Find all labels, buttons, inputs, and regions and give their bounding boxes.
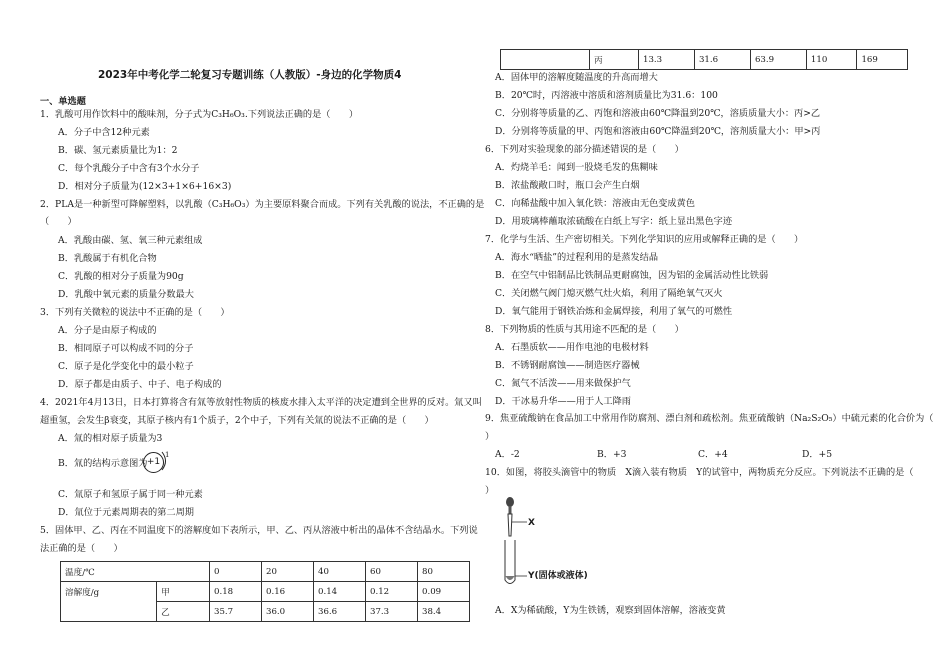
table-cell: 37.3	[366, 602, 418, 622]
table-cell: 0.14	[314, 582, 366, 602]
q2-option-b: B．乳酸属于有机化合物	[58, 253, 157, 264]
table-cell: 0.18	[210, 582, 262, 602]
row-label: 溶解度/g	[61, 582, 157, 622]
q8-option-d: D．干冰易升华——用于人工降雨	[495, 396, 631, 407]
table-header-cell: 20	[262, 562, 314, 582]
table-cell: 63.9	[750, 50, 806, 70]
q1-option-d: D．相对分子质量为(12×3+1×6+16×3)	[58, 181, 232, 192]
table-cell: 13.3	[639, 50, 695, 70]
table-cell: 169	[857, 50, 908, 70]
q7-option-b: B．在空气中铝制品比铁制品更耐腐蚀，因为铝的金属活动性比铁弱	[495, 270, 769, 281]
q4-option-a: A．氚的相对原子质量为3	[58, 433, 163, 444]
row-name: 乙	[157, 602, 210, 622]
question-2: 2．PLA是一种新型可降解塑料，以乳酸（C₃H₆O₃）为主要原料聚合而成。下列有关乳酸的说法，不正确的是	[40, 199, 485, 210]
q4-option-d: D．氚位于元素周期表的第二周期	[58, 507, 194, 518]
question-2-cont: （ ）	[40, 216, 77, 227]
label-y: Y(固体或液体)	[528, 571, 588, 581]
q2-option-c: C．乳酸的相对分子质量为90g	[58, 271, 184, 282]
electron-count: 1	[165, 451, 170, 459]
q3-option-c: C．原子是化学变化中的最小粒子	[58, 361, 194, 372]
q8-option-b: B．不锈钢耐腐蚀——制造医疗器械	[495, 360, 640, 371]
question-4: 4．2021年4月13日，日本打算将含有氚等放射性物质的核废水排入太平洋的决定遭到全世界的反对。氚又叫	[40, 397, 482, 408]
dropper-tube	[508, 514, 512, 536]
q6-option-d: D．用玻璃棒蘸取浓硫酸在白纸上写字：纸上显出黑色字迹	[495, 216, 733, 227]
table-cell: 0.16	[262, 582, 314, 602]
q2-option-d: D．乳酸中氧元素的质量分数最大	[58, 289, 194, 300]
row-name: 甲	[157, 582, 210, 602]
question-4-cont: 超重氢，会发生β衰变，其原子核内有1个质子，2个中子，下列有关氚的说法不正确的是（ ）	[40, 415, 434, 426]
table-header-cell: 80	[418, 562, 470, 582]
section-heading: 一、单选题	[40, 96, 86, 107]
question-8: 8．下列物质的性质与其用途不匹配的是（ ）	[485, 324, 684, 335]
q5-option-d: D．分别将等质量的甲、丙饱和溶液由60℃降温到20℃，溶剂质量大小：甲>丙	[495, 126, 821, 137]
q7-option-d: D．氧气能用于钢铁冶炼和金属焊接，利用了氧气的可燃性	[495, 306, 733, 317]
q6-option-b: B．浓盐酸敞口时，瓶口会产生白烟	[495, 180, 640, 191]
table-cell: 110	[806, 50, 857, 70]
question-3: 3．下列有关微粒的说法中不正确的是（ ）	[40, 307, 230, 318]
question-1: 1．乳酸可用作饮料中的酸味剂，分子式为C₃H₆O₃.下列说法正确的是（ ）	[40, 109, 359, 120]
q5-option-c: C．分别将等质量的乙、丙饱和溶液由60℃降温到20℃，溶质质量大小：丙>乙	[495, 108, 821, 119]
label-x: X	[528, 518, 535, 528]
q9-option-d: D．+5	[802, 449, 833, 460]
atom-structure-diagram: +1	[143, 452, 164, 473]
q1-option-b: B．碳、氢元素质量比为1：2	[58, 145, 178, 156]
q3-option-b: B．相同原子可以构成不同的分子	[58, 343, 194, 354]
q2-option-a: A．乳酸由碳、氢、氧三种元素组成	[58, 235, 203, 246]
table-cell: 0.09	[418, 582, 470, 602]
table-row	[501, 50, 908, 70]
q6-option-a: A．灼烧羊毛：闻到一股烧毛发的焦糊味	[495, 162, 658, 173]
question-7: 7．化学与生活、生产密切相关。下列化学知识的应用或解释正确的是（ ）	[485, 234, 804, 245]
substance-y	[506, 576, 515, 580]
q7-option-a: A．海水“晒盐”的过程利用的是蒸发结晶	[495, 252, 659, 263]
table-header-cell: 40	[314, 562, 366, 582]
solubility-table	[60, 561, 470, 622]
question-10-cont: ）	[485, 485, 495, 496]
q5-option-a: A．固体甲的溶解度随温度的升高而增大	[495, 72, 658, 83]
table-row	[61, 562, 470, 582]
dropper-bulb	[506, 497, 514, 507]
q10-option-a: A．X为稀硫酸，Y为生铁锈，观察到固体溶解，溶液变黄	[495, 605, 726, 616]
q5-option-b: B．20℃时，丙溶液中溶质和溶剂质量比为31.6：100	[495, 90, 718, 101]
question-5: 5．固体甲、乙、丙在不同温度下的溶解度如下表所示，甲、乙、丙从溶液中析出的晶体不含结晶水。下列说	[40, 525, 478, 536]
table-cell: 31.6	[694, 50, 750, 70]
q8-option-a: A．石墨质软——用作电池的电极材料	[495, 342, 649, 353]
q4-option-b: B．氚的结构示意图为	[58, 458, 148, 469]
q8-option-c: C．氮气不活泼——用来做保护气	[495, 378, 631, 389]
q7-option-c: C．关闭燃气阀门熄灭燃气灶火焰，利用了隔绝氧气灭火	[495, 288, 723, 299]
row-name: 丙	[590, 50, 639, 70]
table-header-cell: 温度/℃	[61, 562, 210, 582]
table-cell: 35.7	[210, 602, 262, 622]
solubility-table-continued	[500, 49, 908, 70]
q6-option-c: C．向稀盐酸中加入氧化铁：溶液由无色变成黄色	[495, 198, 695, 209]
table-row	[61, 582, 470, 602]
q1-option-c: C．每个乳酸分子中含有3个水分子	[58, 163, 200, 174]
question-6: 6．下列对实验现象的部分描述错误的是（ ）	[485, 144, 684, 155]
table-cell: 36.0	[262, 602, 314, 622]
q9-option-c: C．+4	[698, 449, 728, 460]
q3-option-d: D．原子都是由质子、中子、电子构成的	[58, 379, 222, 390]
dropper-neck	[509, 506, 512, 514]
table-cell: 38.4	[418, 602, 470, 622]
question-10: 10．如图，将胶头滴管中的物质 X滴入装有物质 Y的试管中，两物质充分反应。下列说法不正确的是（	[485, 467, 914, 478]
question-9: 9．焦亚硫酸钠在食品加工中常用作防腐剂、漂白剂和疏松剂。焦亚硫酸钠（Na₂S₂O₅）中硫元素的化合价为（	[485, 413, 934, 424]
q9-option-b: B．+3	[597, 449, 627, 460]
question-9-cont: ）	[485, 431, 495, 442]
question-5-cont: 法正确的是（ ）	[40, 543, 123, 554]
page-title: 2023年中考化学二轮复习专题训练（人教版）-身边的化学物质4	[98, 69, 402, 81]
q1-option-a: A．分子中含12种元素	[58, 127, 150, 138]
table-header-cell: 0	[210, 562, 262, 582]
table-header-cell: 60	[366, 562, 418, 582]
q3-option-a: A．分子是由原子构成的	[58, 325, 157, 336]
table-cell: 0.12	[366, 582, 418, 602]
q4-option-c: C．氚原子和氢原子属于同一种元素	[58, 489, 203, 500]
table-cell: 36.6	[314, 602, 366, 622]
q9-option-a: A．-2	[495, 449, 520, 460]
